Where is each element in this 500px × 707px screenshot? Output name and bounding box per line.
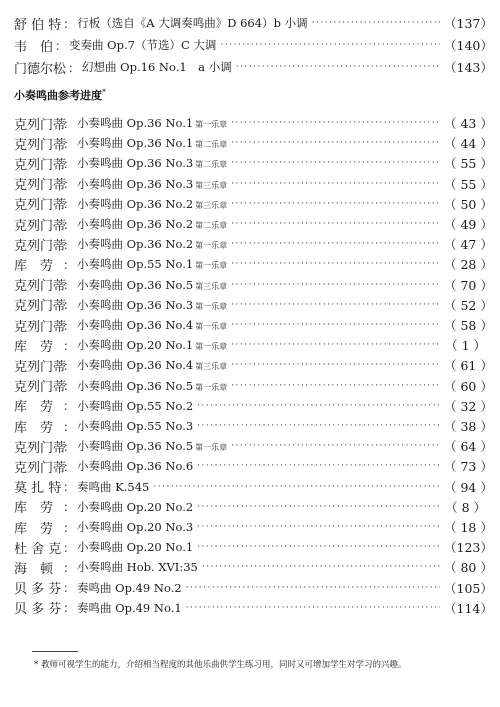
entry-composer: 库 劳 <box>14 258 54 274</box>
entry-composer: 杜 舍 克 <box>14 541 62 557</box>
toc-entry <box>14 57 493 77</box>
entry-page-number: （ 70 ） <box>444 277 493 293</box>
entry-page-number: （ 32 ） <box>444 398 493 414</box>
entry-separator: ： <box>63 197 76 212</box>
entry-separator: ： <box>63 581 76 596</box>
toc-entry <box>14 295 493 315</box>
toc-entry <box>14 113 493 133</box>
entry-piece <box>77 216 227 232</box>
entry-piece <box>69 37 216 53</box>
entry-movement: 第三乐章 <box>195 200 228 210</box>
dot-leader <box>312 16 440 30</box>
entry-piece-title: 小奏鸣曲 Op.36 No.4 <box>77 358 194 373</box>
entry-separator: ： <box>55 38 68 53</box>
section-title <box>14 87 106 103</box>
entry-piece <box>77 357 227 373</box>
entry-movement: 第一乐章 <box>195 322 228 331</box>
entry-piece-title: 小奏鸣曲 Op.36 No.6 <box>77 459 194 474</box>
dot-leader <box>202 560 440 574</box>
entry-piece <box>77 337 227 353</box>
entry-separator: ： <box>63 459 76 474</box>
entry-separator: ： <box>63 116 76 131</box>
entry-page-number: （137） <box>444 16 493 31</box>
dot-leader <box>197 459 440 473</box>
entry-composer: 库 劳 <box>14 521 54 537</box>
dot-leader <box>197 520 440 534</box>
entry-composer: 克列门蒂 <box>14 198 67 214</box>
entry-movement: 第三乐章 <box>195 281 228 291</box>
entry-piece <box>77 15 307 31</box>
entry-composer: 莫 扎 特 <box>14 481 62 497</box>
entry-page-number: （143） <box>444 60 493 75</box>
entry-composer: 克列门蒂 <box>14 279 67 295</box>
entry-separator: ： <box>63 419 76 434</box>
toc-entry <box>14 355 493 375</box>
footnote-divider <box>32 651 78 652</box>
entry-piece <box>77 317 227 333</box>
entry-piece <box>77 196 227 212</box>
entry-piece-title: 小奏鸣曲 Op.36 No.3 <box>77 176 194 191</box>
entry-composer: 库 劳 <box>14 501 54 517</box>
entry-page-number: （105） <box>444 580 493 596</box>
entry-piece <box>77 438 227 454</box>
toc-entry <box>14 578 493 598</box>
entry-movement: 第一乐章 <box>195 301 228 311</box>
entry-movement: 第一乐章 <box>195 382 228 392</box>
toc-entry <box>14 537 493 557</box>
entry-page-number: （ 94 ） <box>444 479 493 495</box>
entry-composer: 克列门蒂 <box>14 117 67 133</box>
entry-piece <box>82 59 232 75</box>
entry-piece <box>77 600 182 616</box>
entry-composer: 克列门蒂 <box>14 380 67 396</box>
entry-separator: ： <box>63 601 76 616</box>
footnote: * 教师可视学生的能力，介绍相当程度的其他乐曲供学生练习用，同时又可增加学生对学习的兴趣。 <box>34 660 407 670</box>
entry-piece <box>77 499 193 515</box>
entry-composer: 克列门蒂 <box>14 218 67 234</box>
entry-piece-title: 小奏鸣曲 Op.55 No.2 <box>77 398 194 413</box>
entry-piece <box>77 256 227 272</box>
toc-entry <box>14 517 493 537</box>
entry-page-number: （ 55 ） <box>444 156 493 172</box>
entry-piece-title: 小奏鸣曲 Op.36 No.2 <box>77 196 194 211</box>
entry-composer: 库 劳 <box>14 420 54 436</box>
entry-page-number: （ 52 ） <box>444 297 493 313</box>
entry-piece <box>77 135 227 151</box>
entry-composer: 克列门蒂 <box>14 137 67 153</box>
entry-composer: 克列门蒂 <box>14 157 67 173</box>
entry-composer: 克列门蒂 <box>14 440 67 456</box>
entry-piece <box>77 458 193 474</box>
toc-entry <box>14 396 493 416</box>
toc-entry <box>14 254 493 274</box>
dot-leader <box>231 278 440 292</box>
entry-page-number: （ 1 ） <box>445 338 486 354</box>
entry-piece <box>77 479 149 495</box>
toc-entry <box>14 214 493 234</box>
entry-piece-title: 奏鸣曲 Op.49 No.2 <box>77 580 182 595</box>
entry-page-number: （ 64 ） <box>444 439 493 455</box>
entry-piece-title: 奏鸣曲 Op.49 No.1 <box>77 600 182 615</box>
entry-piece-title: 小奏鸣曲 Op.20 No.1 <box>77 338 194 353</box>
entry-movement: 第三乐章 <box>195 362 228 372</box>
entry-separator: ： <box>63 217 76 232</box>
entry-piece-title: 幻想曲 Op.16 No.1 a 小调 <box>82 60 232 74</box>
toc-entry <box>14 477 493 497</box>
entry-movement: 第一乐章 <box>195 241 228 251</box>
entry-page-number: （ 80 ） <box>444 560 493 576</box>
toc-entry <box>14 436 493 456</box>
dot-leader <box>220 38 440 52</box>
entry-page-number: （ 28 ） <box>444 257 493 273</box>
dot-leader <box>231 338 440 352</box>
entry-composer: 韦 伯 <box>14 39 54 55</box>
entry-separator: ： <box>63 257 76 272</box>
entry-piece <box>77 580 182 596</box>
entry-separator: ： <box>63 298 76 313</box>
entry-page-number: （123） <box>444 540 493 556</box>
entry-piece-title: 小奏鸣曲 Op.36 No.2 <box>77 217 194 231</box>
entry-movement: 第一乐章 <box>195 342 228 352</box>
entry-separator: ： <box>63 156 76 171</box>
entry-piece-title: 小奏鸣曲 Op.36 No.4 <box>77 318 194 332</box>
toc-entry <box>14 194 493 214</box>
entry-composer: 克列门蒂 <box>14 178 67 194</box>
entry-piece-title: 小奏鸣曲 Op.20 No.2 <box>77 499 194 514</box>
entry-movement: 第一乐章 <box>195 443 228 453</box>
entry-composer: 克列门蒂 <box>14 460 67 476</box>
dot-leader <box>231 197 440 211</box>
entry-page-number: （140） <box>444 38 493 53</box>
entry-page-number: （ 61 ） <box>444 358 493 374</box>
entry-piece-title: 小奏鸣曲 Op.36 No.5 <box>77 378 194 393</box>
entry-piece-title: 变奏曲 Op.7（节选）C 大调 <box>69 38 217 52</box>
toc-entry <box>14 174 493 194</box>
entry-separator: ： <box>63 318 76 333</box>
entry-piece-title: 小奏鸣曲 Op.20 No.3 <box>77 520 194 534</box>
entry-page-number: （ 49 ） <box>444 217 493 232</box>
entry-piece-title: 小奏鸣曲 Op.36 No.5 <box>77 439 194 454</box>
entry-composer: 克列门蒂 <box>14 359 67 375</box>
entry-page-number: （ 58 ） <box>444 318 493 333</box>
entry-separator: ： <box>63 379 76 394</box>
entry-piece-title: 小奏鸣曲 Op.36 No.1 <box>77 136 194 151</box>
entry-movement: 第一乐章 <box>195 261 228 271</box>
entry-composer: 库 劳 <box>14 339 54 355</box>
dot-leader <box>231 318 440 332</box>
entry-piece-title: 小奏鸣曲 Op.36 No.5 <box>77 277 194 292</box>
entry-composer: 门德尔松 <box>14 61 67 77</box>
entry-separator: ： <box>63 16 76 31</box>
entry-piece-title: 小奏鸣曲 Op.20 No.1 <box>77 540 194 555</box>
entry-page-number: （ 8 ） <box>445 499 486 515</box>
entry-separator: ： <box>68 60 81 75</box>
entry-piece-title: 小奏鸣曲 Op.36 No.3 <box>77 297 194 312</box>
entry-composer: 海 顿 <box>14 561 54 577</box>
entry-piece-title: 小奏鸣曲 Op.55 No.3 <box>77 419 194 433</box>
entry-piece <box>77 176 227 192</box>
entry-separator: ： <box>63 177 76 192</box>
toc-entry <box>14 234 493 254</box>
entry-piece-title: 小奏鸣曲 Op.55 No.1 <box>77 257 194 272</box>
entry-piece <box>77 559 198 575</box>
dot-leader <box>197 399 440 413</box>
entry-piece-title: 小奏鸣曲 Op.36 No.3 <box>77 156 194 171</box>
entry-separator: ： <box>63 399 76 414</box>
entry-composer: 贝 多 芬 <box>14 602 62 618</box>
entry-page-number: （ 38 ） <box>444 419 493 434</box>
dot-leader <box>231 156 440 170</box>
dot-leader <box>231 257 440 271</box>
toc-entry <box>14 315 493 335</box>
dot-leader <box>231 116 440 130</box>
toc-entry <box>14 275 493 295</box>
toc-entry <box>14 153 493 173</box>
entry-composer: 克列门蒂 <box>14 299 67 315</box>
entry-page-number: （ 55 ） <box>444 176 493 192</box>
entry-piece <box>77 539 193 555</box>
entry-page-number: （ 47 ） <box>444 237 493 253</box>
entry-separator: ： <box>63 500 76 515</box>
entry-piece <box>77 236 227 252</box>
toc-entry <box>14 456 493 476</box>
dot-leader <box>197 540 440 554</box>
entry-piece <box>77 277 227 293</box>
entry-piece <box>77 378 227 394</box>
entry-movement: 第三乐章 <box>195 180 228 190</box>
entry-piece-title: 小奏鸣曲 Hob. XVI:35 <box>77 560 198 575</box>
dot-leader <box>186 601 440 615</box>
toc-entry <box>14 416 493 436</box>
dot-leader <box>231 217 440 231</box>
entry-piece-title: 奏鸣曲 K.545 <box>77 479 150 494</box>
dot-leader <box>231 177 440 191</box>
entry-separator: ： <box>63 439 76 454</box>
dot-leader <box>197 419 440 433</box>
entry-separator: ： <box>63 560 76 575</box>
dot-leader <box>231 439 440 453</box>
entry-piece <box>77 398 193 414</box>
entry-separator: ： <box>63 540 76 555</box>
entry-piece-title: 小奏鸣曲 Op.36 No.1 <box>77 116 194 130</box>
section-title-mark: * <box>102 87 106 97</box>
toc-entry <box>14 497 486 517</box>
entry-separator: ： <box>63 520 76 535</box>
entry-composer: 克列门蒂 <box>14 319 67 335</box>
toc-entry <box>14 35 493 55</box>
toc-entry <box>14 13 493 33</box>
entry-composer: 舒 伯 特 <box>14 17 62 33</box>
entry-composer: 克列门蒂 <box>14 238 67 254</box>
toc-entry <box>14 557 493 577</box>
entry-page-number: （ 50 ） <box>444 196 493 212</box>
dot-leader <box>231 136 440 150</box>
entry-piece-title: 行板（选自《A 大调奏鸣曲》D 664）b 小调 <box>77 16 308 30</box>
toc-entry <box>14 133 493 153</box>
entry-page-number: （ 43 ） <box>444 116 493 131</box>
entry-composer: 贝 多 芬 <box>14 582 62 598</box>
entry-separator: ： <box>63 237 76 252</box>
entry-piece <box>77 418 193 434</box>
entry-piece <box>77 155 227 171</box>
dot-leader <box>231 358 440 372</box>
dot-leader <box>153 480 440 494</box>
dot-leader <box>231 298 440 312</box>
entry-separator: ： <box>63 338 76 353</box>
toc-entry <box>14 335 486 355</box>
entry-separator: ： <box>63 136 76 151</box>
entry-piece <box>77 115 227 131</box>
dot-leader <box>236 60 440 74</box>
entry-movement: 第二乐章 <box>195 160 228 170</box>
entry-composer: 库 劳 <box>14 400 54 416</box>
dot-leader <box>231 379 440 393</box>
entry-movement: 第一乐章 <box>195 120 228 129</box>
entry-page-number: （ 44 ） <box>444 136 493 152</box>
entry-separator: ： <box>63 358 76 373</box>
entry-page-number: （ 18 ） <box>444 520 493 535</box>
entry-separator: ： <box>63 278 76 293</box>
toc-entry <box>14 598 493 618</box>
toc-entry <box>14 376 493 396</box>
entry-movement: 第二乐章 <box>195 221 228 230</box>
entry-piece <box>77 297 227 313</box>
entry-page-number: （ 73 ） <box>444 459 493 475</box>
entry-separator: ： <box>63 480 76 495</box>
entry-piece <box>77 519 193 535</box>
entry-page-number: （114） <box>444 600 493 616</box>
entry-movement: 第二乐章 <box>195 140 228 150</box>
entry-page-number: （ 60 ） <box>444 378 493 394</box>
section-title-text: 小奏鸣曲参考进度 <box>14 89 102 102</box>
entry-piece-title: 小奏鸣曲 Op.36 No.2 <box>77 237 194 252</box>
dot-leader <box>186 581 440 595</box>
dot-leader <box>231 237 440 251</box>
dot-leader <box>197 500 440 514</box>
